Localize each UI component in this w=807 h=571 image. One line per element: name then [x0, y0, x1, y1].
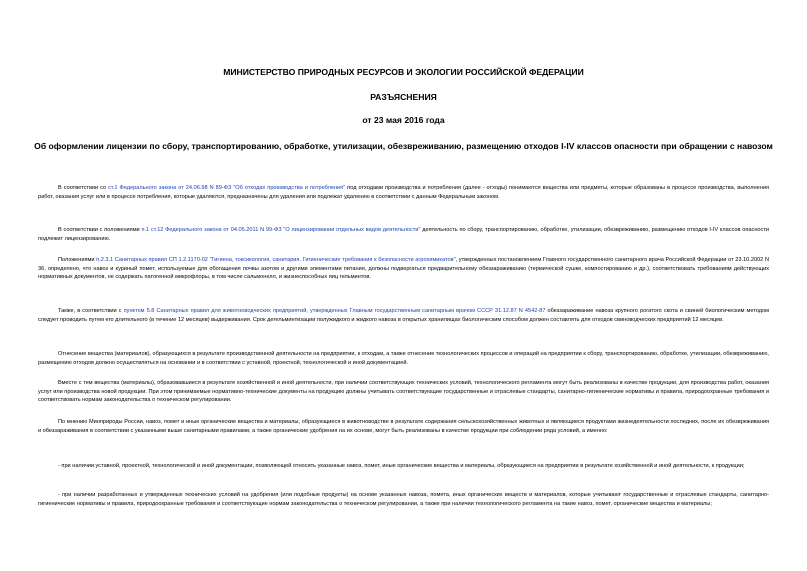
- paragraph-text: Отнесение вещества (материалов), образующихся в результате производственной деятельности на предприятии, к отходам, а также отнесение технологических процессов и операций на предприятии к сбору, транспортированию, обработке, утилизации, обезвреживанию, размещению отходов должно осуществляться на основании и в соответствии с уставной, проектной, технологической и иной документацией.: [38, 351, 769, 366]
- document-title: Об оформлении лицензии по сбору, транспортированию, обработке, утилизации, обезвреживанию, размещению отходов I-IV классов опасности при обращении с навозом: [34, 141, 773, 151]
- paragraph-2: [38, 226, 769, 243]
- paragraph-4: [38, 307, 769, 324]
- paragraph-1: [38, 184, 769, 201]
- ministry-heading: МИНИСТЕРСТВО ПРИРОДНЫХ РЕСУРСОВ И ЭКОЛОГИИ РОССИЙСКОЙ ФЕДЕРАЦИИ: [223, 67, 584, 77]
- paragraph-5: [38, 350, 769, 367]
- list-item-text: - при наличии уставной, проектной, технологической и иной документации, позволяющей относить указанные навоз, помет, иные органические вещества и материалы, образующиеся на предприятии в результате хозяйственной и иной деятельности, к продукции;: [58, 463, 745, 469]
- document-type: РАЗЪЯСНЕНИЯ: [370, 92, 437, 102]
- paragraph-text: Также, в соответствии с: [58, 308, 124, 314]
- list-item-1: [38, 462, 769, 471]
- law-link[interactable]: ст.1 Федерального закона от 24.06.98 N 89-ФЗ "Об отходах производства и потребления": [108, 185, 346, 191]
- paragraph-6: [38, 379, 769, 405]
- list-item-2: [38, 491, 769, 508]
- paragraph-3: [38, 256, 769, 282]
- paragraph-text: В соответствии со: [58, 185, 109, 191]
- paragraph-text: деятельность по сбору, транспортированию, обработке, утилизации, обезвреживанию, размещению отходов I-IV классов опасности подлежит лицензированию.: [38, 227, 770, 242]
- paragraph-text: , утвержденных постановлением Главного государственного санитарного врача Российской Федерации от 23.10.2002 N 36, определено, что навоз и куриный помет, используемые для обогащения почвы азотом и другими элементами питания, должны подвергаться предварительному обеззараживанию (термической сушке, компостированию и др.), соответствовать требованиям действующих нормативных документов, не содержать патогенной микрофлоры, в том числе сальмонелл, и жизнеспособных яиц гельминтов.: [38, 257, 769, 281]
- paragraph-text: Вместе с тем вещества (материалы), образовавшиеся в результате хозяйственной и иной деятельности, при наличии соответствующих технических условий, технологического регламента могут быть реализованы в качестве продукции, для производства работ, оказания услуг или производства новой продукции. При этом принимаемые нормативно-технические документы на продукцию должны учитывать соответствующие государственные и отраслевые стандарты, санитарно-гигиенические нормативы и правила, природоохранные требования и соответствовать нормам законодательства о техническом регулировании.: [38, 380, 769, 404]
- sanitary-rules-link[interactable]: пунктом 5.8 Санитарных правил для животноводческих предприятий, утвержденных Главным государственным санитарным врачом СССР 31.12.87 N 4542-87: [123, 308, 546, 314]
- law-link[interactable]: п.1 ст.12 Федерального закона от 04.05.2011 N 99-ФЗ "О лицензировании отдельных видов деятельности": [141, 227, 421, 233]
- paragraph-text: под отходами производства и потребления (далее - отходы) понимаются вещества или предметы, которые образованы в процессе производства, выполнения работ, оказания услуг или в процессе потребления, которые удаляются, предназначены для удаления или подлежат удалению в соответствии с данным Федеральным законом.: [38, 185, 769, 200]
- list-item-text: - при наличии разработанных и утвержденных технических условий на удобрения (или подобные продукты) на основе указанных навоза, помета, иных органических веществ и материалов, которые учитывают государственные и отраслевые стандарты, санитарно-гигиенические нормативы и правила, природоохранные требования и соответствующие нормам законодательства о техническом регулировании, а также при наличии технологического регламента на такие навоз, помет, органические вещества и материалы;: [38, 492, 769, 507]
- paragraph-text: Положениями: [58, 257, 97, 263]
- paragraph-7: [38, 418, 769, 435]
- paragraph-text: обеззараживание навоза крупного рогатого скота и свиней биологическим методом следует проводить путем его длительного (в течение 12 месяцев) выдерживания. Срок дегельминтизации полужидкого и жидкого навоза в открытых хранилищах биологическим способом должен составлять для отходов свиноводческих предприятий 12 месяцев.: [38, 308, 769, 323]
- paragraph-text: По мнению Минприроды России, навоз, помет и иные органические вещества и материалы, образующиеся в животноводстве в результате содержания сельскохозяйственных животных и являющиеся продуктами жизнедеятельности последних, после их обезвреживания и обеззараживания в соответствии с указанными выше санитарными правилами, а также органические удобрения на их основе, могут быть реализованы в качестве продукции при соблюдении ряда условий, а именно:: [38, 419, 769, 434]
- sanitary-rules-link[interactable]: п.2.3.1 Санитарных правил СП 1.2.1170-02 "Гигиена, токсикология, санитария. Гигиенические требования к безопасности агрохимикатов": [96, 257, 456, 263]
- paragraph-text: В соответствии с положениями: [58, 227, 142, 233]
- document-date: от 23 мая 2016 года: [362, 115, 445, 125]
